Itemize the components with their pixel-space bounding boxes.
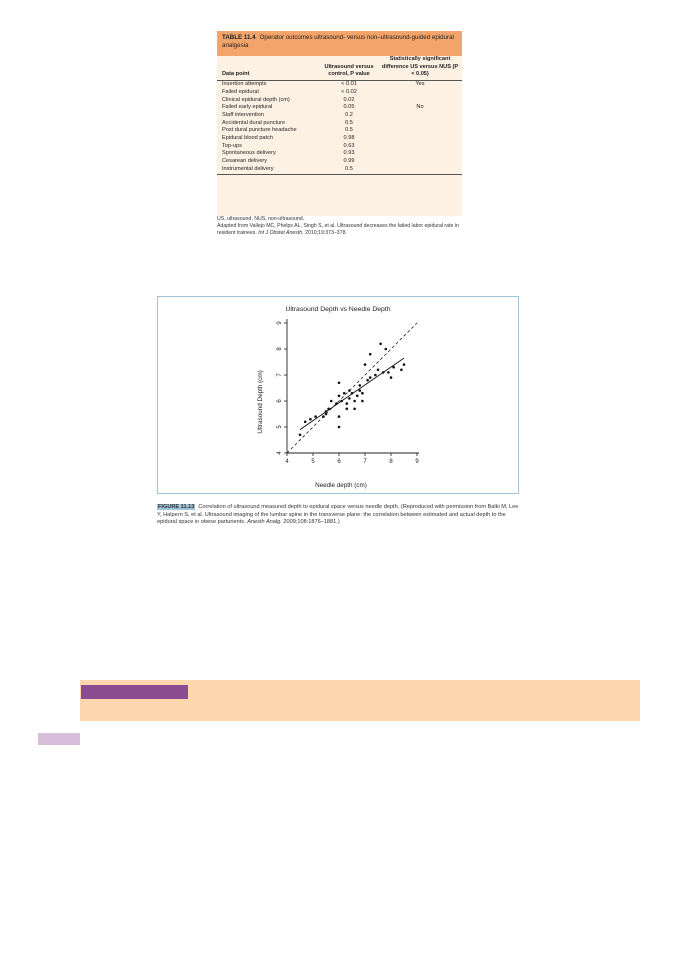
figure-11-13-frame — [157, 296, 519, 494]
header-significance: Statistically significant difference US versus NUS (P < 0.05) — [378, 56, 462, 81]
scatter-point — [338, 426, 341, 429]
scatter-point — [309, 418, 312, 421]
outcomes-table — [217, 56, 462, 175]
x-tick-label: 9 — [415, 459, 419, 465]
row-label: Epidural blood patch — [222, 135, 274, 142]
row-p-value: 0.05 — [343, 104, 355, 111]
scatter-point — [351, 392, 354, 395]
scatter-point — [338, 395, 341, 398]
row-significance: No — [416, 104, 424, 111]
footnote-source-text: Adapted from Vallejo MC, Phelps AL, Singh S, et al. Ultrasound decreases the failed labor epidural rate in resident trainees. — [217, 223, 459, 236]
row-significance — [378, 166, 462, 174]
scatter-point — [338, 382, 341, 385]
row-significance — [378, 143, 462, 151]
row-label: Cesarean delivery — [222, 158, 268, 165]
scatter-point — [359, 389, 362, 392]
scatter-point — [338, 415, 341, 418]
scatter-point — [359, 384, 362, 387]
scatter-point — [382, 371, 385, 374]
table-label: TABLE 11.4 — [222, 34, 256, 41]
row-p-value: 0.63 — [343, 142, 355, 149]
scatter-point — [400, 369, 403, 372]
scatter-point — [299, 434, 302, 437]
row-significance — [378, 97, 462, 105]
scatter-point — [304, 421, 307, 424]
table-row — [217, 135, 462, 143]
scatter-point — [377, 369, 380, 372]
row-label: Accidental dural puncture — [222, 119, 286, 126]
x-tick-label: 4 — [285, 459, 289, 465]
row-p-value: 0.93 — [343, 150, 355, 157]
row-p-value: 0.5 — [345, 127, 353, 134]
scatter-point — [361, 400, 364, 403]
row-significance — [378, 158, 462, 166]
scatter-point — [314, 415, 317, 418]
scatter-point — [353, 400, 356, 403]
row-label: Failed early epidural — [222, 104, 273, 111]
scatter-point — [387, 371, 390, 374]
figure-caption-text: Correlation of ultrasound measured depth to epidural space versus needle depth. (Reproduced with permission from Balki M, Lee Y, Halpern S, et al. Ultrasound imaging of the lumbar spine in the transverse plane: the correlation between estimated and actual depth to the epidural space in obese parturients. — [157, 504, 519, 526]
row-label: Clinical epidural depth (cm) — [222, 96, 290, 103]
row-significance: Yes — [415, 81, 425, 88]
table-row — [217, 81, 462, 89]
scatter-point — [369, 376, 372, 379]
scatter-chart — [158, 297, 518, 493]
scatter-point — [390, 376, 393, 379]
plot-area — [277, 319, 419, 465]
table-11-4 — [217, 31, 462, 216]
row-p-value: 0.02 — [343, 96, 355, 103]
row-significance — [378, 120, 462, 128]
identity-line — [287, 323, 417, 453]
table-body — [217, 81, 462, 174]
row-label: Insertion attempts — [222, 81, 267, 88]
scatter-point — [374, 374, 377, 377]
x-axis-label: Needle depth (cm) — [315, 482, 367, 489]
y-tick-label: 5 — [277, 425, 283, 429]
scatter-point — [346, 408, 349, 411]
table-title: Operator outcomes ultrasound- versus non–ultrasound-guided epidural analgesia — [222, 34, 454, 49]
table-row — [217, 166, 462, 174]
row-significance — [378, 135, 462, 143]
scatter-point — [340, 400, 343, 403]
x-tick-label: 5 — [311, 459, 315, 465]
row-p-value: < 0.02 — [341, 88, 357, 95]
scatter-point — [330, 400, 333, 403]
row-p-value: < 0.01 — [341, 81, 357, 88]
row-p-value: 0.5 — [320, 166, 378, 174]
scatter-point — [346, 402, 349, 405]
row-label: Post dural puncture headache — [222, 127, 297, 134]
table-row — [217, 158, 462, 166]
scatter-point — [369, 353, 372, 356]
scatter-point — [335, 402, 338, 405]
figure-caption-journal: Anesth Analg. — [247, 519, 282, 526]
row-significance — [378, 127, 462, 135]
figure-caption-citation: 2009;108:1876–1881.) — [283, 519, 340, 526]
scatter-point — [403, 363, 406, 366]
footnote-abbreviations: US, ultrasound; NUS, non-ultrasound. — [217, 216, 305, 222]
table-row — [217, 143, 462, 151]
table-row — [217, 150, 462, 158]
row-label: Staff intervention — [222, 111, 264, 118]
table-row — [217, 104, 462, 112]
row-p-value: 0.2 — [345, 111, 353, 118]
scatter-point — [385, 348, 388, 351]
row-label: Instrumental delivery — [217, 166, 320, 174]
scatter-point — [343, 392, 346, 395]
table-row — [217, 97, 462, 105]
x-tick-label: 8 — [389, 459, 393, 465]
scatter-point — [364, 363, 367, 366]
table-footnote — [217, 216, 467, 237]
scatter-point — [392, 366, 395, 369]
row-label: Failed epidural — [222, 88, 259, 95]
y-axis-label: Ultrasound Depth (cm) — [257, 370, 264, 434]
row-p-value: 0.5 — [345, 119, 353, 126]
scatter-point — [327, 408, 330, 411]
section-heading-bar — [81, 685, 188, 699]
row-significance — [378, 150, 462, 158]
scatter-point — [379, 343, 382, 346]
scatter-point — [325, 410, 328, 413]
scatter-point — [348, 397, 351, 400]
scatter-point — [356, 395, 359, 398]
table-row — [217, 120, 462, 128]
scatter-point — [353, 408, 356, 411]
x-tick-label: 6 — [337, 459, 341, 465]
scatter-point — [325, 413, 328, 416]
chart-title: Ultrasound Depth vs Needle Depth — [285, 306, 391, 313]
footnote-citation: 2010;19:373–378. — [305, 230, 347, 236]
header-data-point: Data point — [217, 56, 320, 81]
x-tick-label: 7 — [363, 459, 367, 465]
row-significance — [378, 112, 462, 120]
row-label: Top-ups — [222, 142, 242, 149]
header-p-value: Ultrasound versus control, P value — [320, 56, 378, 81]
scatter-point — [361, 392, 364, 395]
y-tick-label: 4 — [277, 451, 283, 455]
y-tick-label: 7 — [277, 373, 283, 377]
y-tick-label: 8 — [277, 347, 283, 351]
figure-caption — [157, 504, 522, 527]
table-row — [217, 89, 462, 97]
row-p-value: 0.98 — [343, 135, 355, 142]
page-margin-tab — [38, 733, 80, 745]
scatter-point — [366, 379, 369, 382]
footnote-source — [217, 223, 467, 237]
row-p-value: 0.99 — [343, 158, 355, 165]
scatter-point — [348, 389, 351, 392]
table-header-row — [217, 56, 462, 81]
table-row — [217, 112, 462, 120]
y-tick-label: 9 — [277, 321, 283, 325]
figure-label: FIGURE 11.13 — [158, 504, 195, 510]
table-row — [217, 127, 462, 135]
y-tick-label: 6 — [277, 399, 283, 403]
row-label: Spontaneous delivery — [222, 150, 276, 157]
footnote-journal: Int J Obstet Anesth. — [258, 230, 304, 236]
row-significance — [378, 89, 462, 97]
scatter-point — [322, 415, 325, 418]
table-caption — [217, 31, 462, 56]
